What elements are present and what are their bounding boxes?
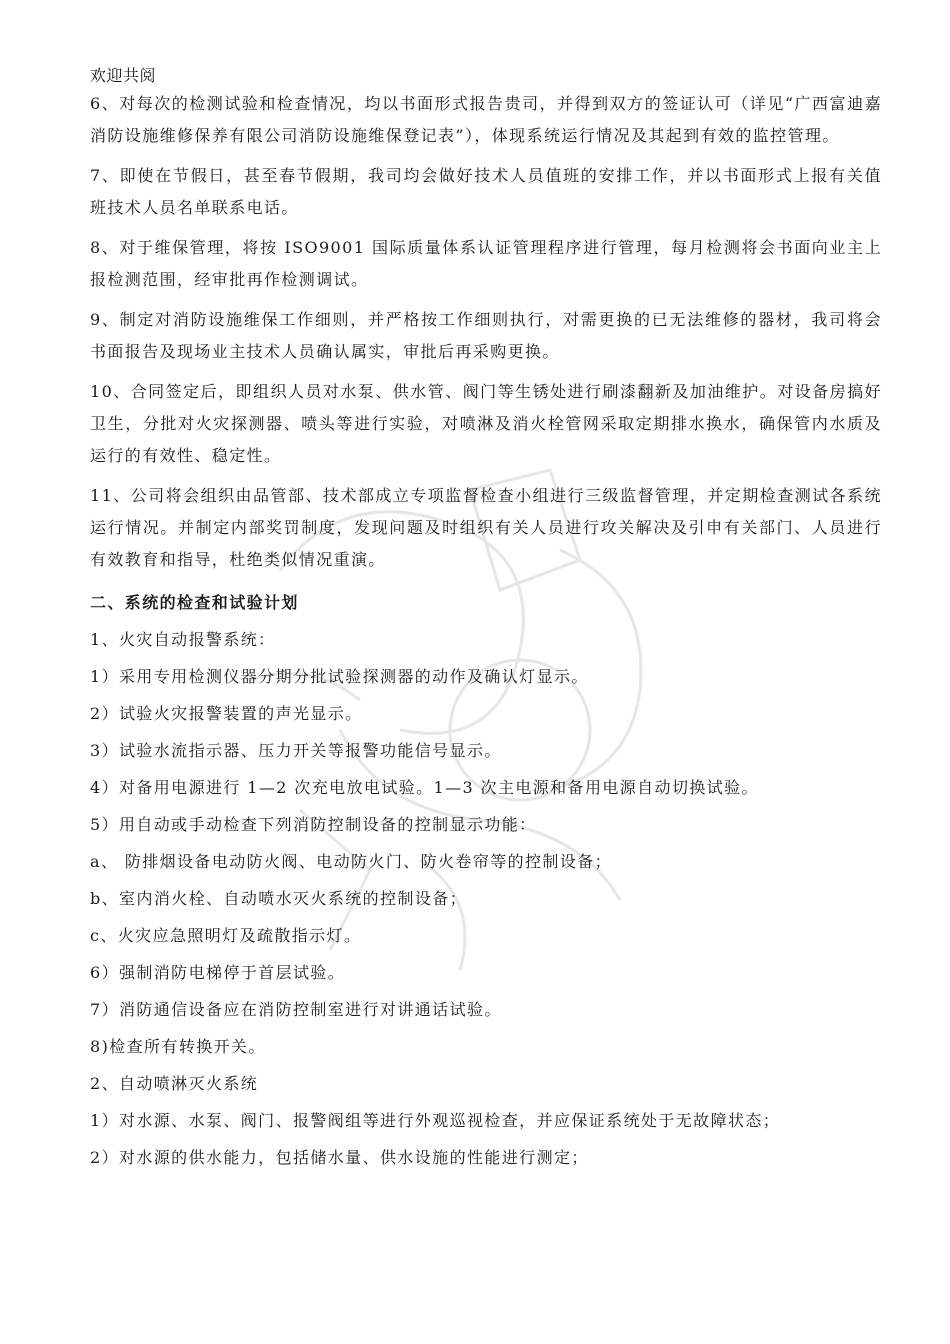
plan-line: 1、火灾自动报警系统： (90, 630, 276, 649)
header-note: 欢迎共阅 (90, 66, 157, 85)
paragraph-7: 7、即使在节假日，甚至春节假期，我司均会做好技术人员值班的安排工作，并以书面形式上报有关值班技术人员名单联系电话。 (90, 166, 882, 217)
plan-line: 2、自动喷淋灭火系统 (90, 1074, 259, 1093)
plan-line: 8)检查所有转换开关。 (90, 1037, 266, 1056)
paragraph-10: 10、合同签定后，即组织人员对水泵、供水管、阀门等生锈处进行刷漆翻新及加油维护。对设备房搞好卫生，分批对火灾探测器、喷头等进行实验，对喷淋及消火栓管网采取定期排水换水，确保管内水质及运行的有效性、稳定性。 (90, 382, 882, 465)
plan-line: a、 防排烟设备电动防火阀、电动防火门、防火卷帘等的控制设备； (90, 852, 613, 871)
plan-line: c、火灾应急照明灯及疏散指示灯。 (90, 926, 362, 945)
section-heading: 二、系统的检查和试验计划 (90, 593, 299, 612)
plan-line: 6）强制消防电梯停于首层试验。 (90, 963, 346, 982)
paragraph-11: 11、公司将会组织由品管部、技术部成立专项监督检查小组进行三级监督管理，并定期检查测试各系统运行情况。并制定内部奖罚制度，发现问题及时组织有关人员进行攻关解决及引申有关部门、人员进行有效教育和指导，杜绝类似情况重演。 (90, 486, 882, 569)
plan-line: 7）消防通信设备应在消防控制室进行对讲通话试验。 (90, 1000, 502, 1019)
plan-line: 2）对水源的供水能力，包括储水量、供水设施的性能进行测定； (90, 1148, 589, 1167)
paragraph-6: 6、对每次的检测试验和检查情况，均以书面形式报告贵司，并得到双方的签证认可（详见“广西富迪嘉消防设施维修保养有限公司消防设施维保登记表”），体现系统运行情况及其起到有效的监控管理。 (90, 94, 882, 145)
document-body (90, 88, 882, 1176)
plan-line: 5）用自动或手动检查下列消防控制设备的控制显示功能： (90, 815, 537, 834)
plan-line: 2）试验火灾报警装置的声光显示。 (90, 704, 363, 723)
plan-line: 4）对备用电源进行 1—2 次充电放电试验。1—3 次主电源和备用电源自动切换试验。 (90, 778, 759, 797)
paragraph-8: 8、对于维保管理，将按 ISO9001 国际质量体系认证管理程序进行管理，每月检测将会书面向业主上报检测范围，经审批再作检测调试。 (90, 238, 882, 289)
plan-line: 3）试验水流指示器、压力开关等报警功能信号显示。 (90, 741, 502, 760)
plan-line: 1）对水源、水泵、阀门、报警阀组等进行外观巡视检查，并应保证系统处于无故障状态； (90, 1111, 781, 1130)
plan-line: 1）采用专用检测仪器分期分批试验探测器的动作及确认灯显示。 (90, 667, 589, 686)
plan-line: b、室内消火栓、自动喷水灭火系统的控制设备； (90, 889, 468, 908)
paragraph-9: 9、制定对消防设施维保工作细则，并严格按工作细则执行，对需更换的已无法维修的器材，我司将会书面报告及现场业主技术人员确认属实，审批后再采购更换。 (90, 310, 882, 361)
